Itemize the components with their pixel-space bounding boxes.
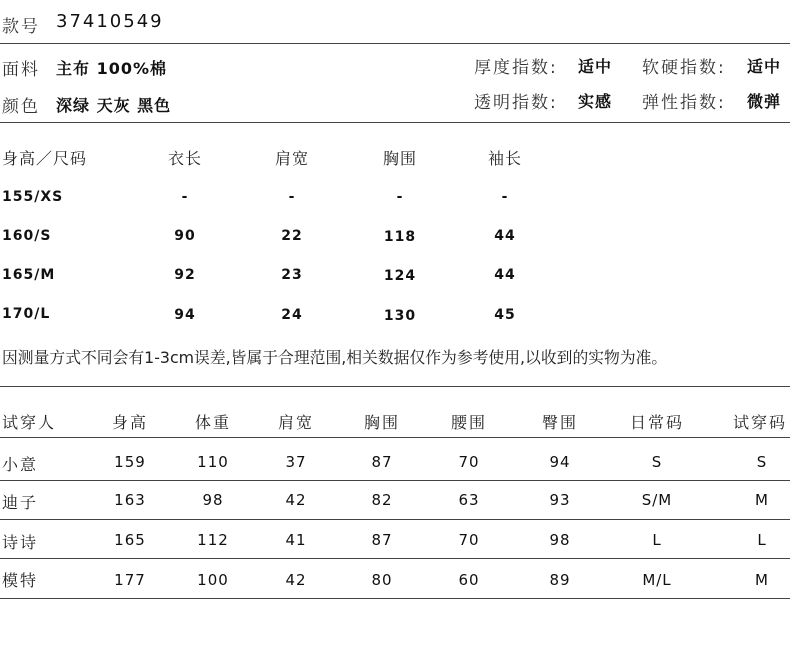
size-cell: 124 — [383, 268, 417, 284]
divider — [0, 43, 790, 44]
tryon-header-height: 身高 — [111, 413, 148, 432]
tryon-header-chest: 胸围 — [363, 413, 400, 432]
elasticity-label: 弹性指数: — [642, 93, 726, 113]
tryon-cell: 89 — [549, 571, 571, 589]
tryon-cell: S — [756, 453, 768, 471]
fabric-label: 面料 — [2, 60, 40, 80]
size-header-chest: 胸围 — [382, 149, 417, 168]
style-number-value: 37410549 — [56, 11, 164, 32]
size-row-label: 160/S — [2, 228, 52, 244]
size-header-shoulder: 肩宽 — [274, 149, 309, 168]
size-cell: 130 — [383, 308, 417, 324]
tryon-row-name: 迪子 — [2, 493, 39, 512]
tryon-cell: 87 — [371, 531, 393, 549]
tryon-cell: 165 — [114, 531, 146, 549]
tryon-header-daily-size: 日常码 — [629, 413, 684, 432]
tryon-cell: 87 — [371, 453, 393, 471]
tryon-row-name: 诗诗 — [2, 533, 39, 552]
size-cell: - — [396, 189, 404, 205]
transparency-value: 实感 — [578, 92, 613, 111]
color-label: 颜色 — [2, 97, 40, 117]
tryon-header-tryon-size: 试穿码 — [732, 413, 787, 432]
tryon-cell: M — [755, 571, 769, 589]
tryon-cell: 60 — [458, 571, 480, 589]
transparency-label: 透明指数: — [474, 93, 558, 113]
tryon-cell: L — [652, 531, 662, 549]
tryon-cell: 98 — [202, 491, 224, 509]
size-cell: 118 — [383, 229, 417, 245]
softness-label: 软硬指数: — [642, 58, 726, 78]
size-cell: 22 — [281, 228, 303, 244]
divider — [0, 598, 790, 599]
size-cell: 90 — [174, 228, 196, 244]
size-cell: 45 — [494, 307, 516, 323]
tryon-cell: 42 — [285, 571, 307, 589]
tryon-cell: M — [755, 491, 769, 509]
tryon-cell: 98 — [549, 531, 571, 549]
tryon-cell: 112 — [197, 531, 229, 549]
style-number-label: 款号 — [2, 17, 40, 37]
tryon-cell: 37 — [285, 453, 307, 471]
tryon-cell: S/M — [641, 491, 673, 509]
size-header-length: 衣长 — [167, 149, 202, 168]
size-row-label: 165/M — [2, 267, 56, 283]
tryon-cell: 110 — [197, 453, 229, 471]
tryon-header-shoulder: 肩宽 — [277, 413, 314, 432]
tryon-cell: 100 — [197, 571, 229, 589]
tryon-cell: 63 — [458, 491, 480, 509]
tryon-cell: 94 — [549, 453, 571, 471]
tryon-cell: 82 — [371, 491, 393, 509]
fabric-value: 主布 100%棉 — [56, 59, 168, 78]
tryon-cell: 42 — [285, 491, 307, 509]
tryon-cell: M/L — [642, 571, 672, 589]
tryon-cell: L — [757, 531, 767, 549]
size-header-height-size: 身高／尺码 — [2, 149, 88, 168]
tryon-row-name: 模特 — [2, 571, 39, 590]
size-cell: 44 — [494, 267, 516, 283]
tryon-cell: 41 — [285, 531, 307, 549]
size-cell: 23 — [281, 267, 303, 283]
color-value: 深绿 天灰 黑色 — [56, 96, 172, 115]
divider — [0, 558, 790, 559]
size-cell: - — [288, 189, 296, 205]
size-header-sleeve: 袖长 — [487, 149, 522, 168]
divider — [0, 519, 790, 520]
tryon-cell: 93 — [549, 491, 571, 509]
tryon-cell: S — [651, 453, 663, 471]
size-cell: 24 — [281, 307, 303, 323]
tryon-header-person: 试穿人 — [2, 413, 57, 432]
size-row-label: 170/L — [2, 306, 51, 322]
size-cell: 92 — [174, 267, 196, 283]
tryon-cell: 80 — [371, 571, 393, 589]
size-cell: 44 — [494, 228, 516, 244]
size-row-label: 155/XS — [2, 189, 64, 205]
divider — [0, 122, 790, 123]
tryon-cell: 70 — [458, 531, 480, 549]
divider — [0, 480, 790, 481]
size-cell: - — [501, 189, 509, 205]
tryon-cell: 177 — [114, 571, 146, 589]
divider — [0, 386, 790, 387]
size-cell: - — [181, 189, 189, 205]
softness-value: 适中 — [747, 57, 782, 76]
elasticity-value: 微弹 — [747, 92, 782, 111]
tryon-row-name: 小意 — [2, 455, 39, 474]
divider — [0, 437, 790, 438]
tryon-header-hip: 臀围 — [541, 413, 578, 432]
size-cell: 94 — [174, 307, 196, 323]
measurement-note: 因测量方式不同会有1-3cm误差,皆属于合理范围,相关数据仅作为参考使用,以收到的实物为准。 — [2, 348, 668, 367]
tryon-cell: 163 — [114, 491, 146, 509]
thickness-value: 适中 — [578, 57, 613, 76]
tryon-header-waist: 腰围 — [450, 413, 487, 432]
tryon-cell: 70 — [458, 453, 480, 471]
tryon-cell: 159 — [114, 453, 146, 471]
tryon-header-weight: 体重 — [194, 413, 231, 432]
thickness-label: 厚度指数: — [474, 58, 558, 78]
